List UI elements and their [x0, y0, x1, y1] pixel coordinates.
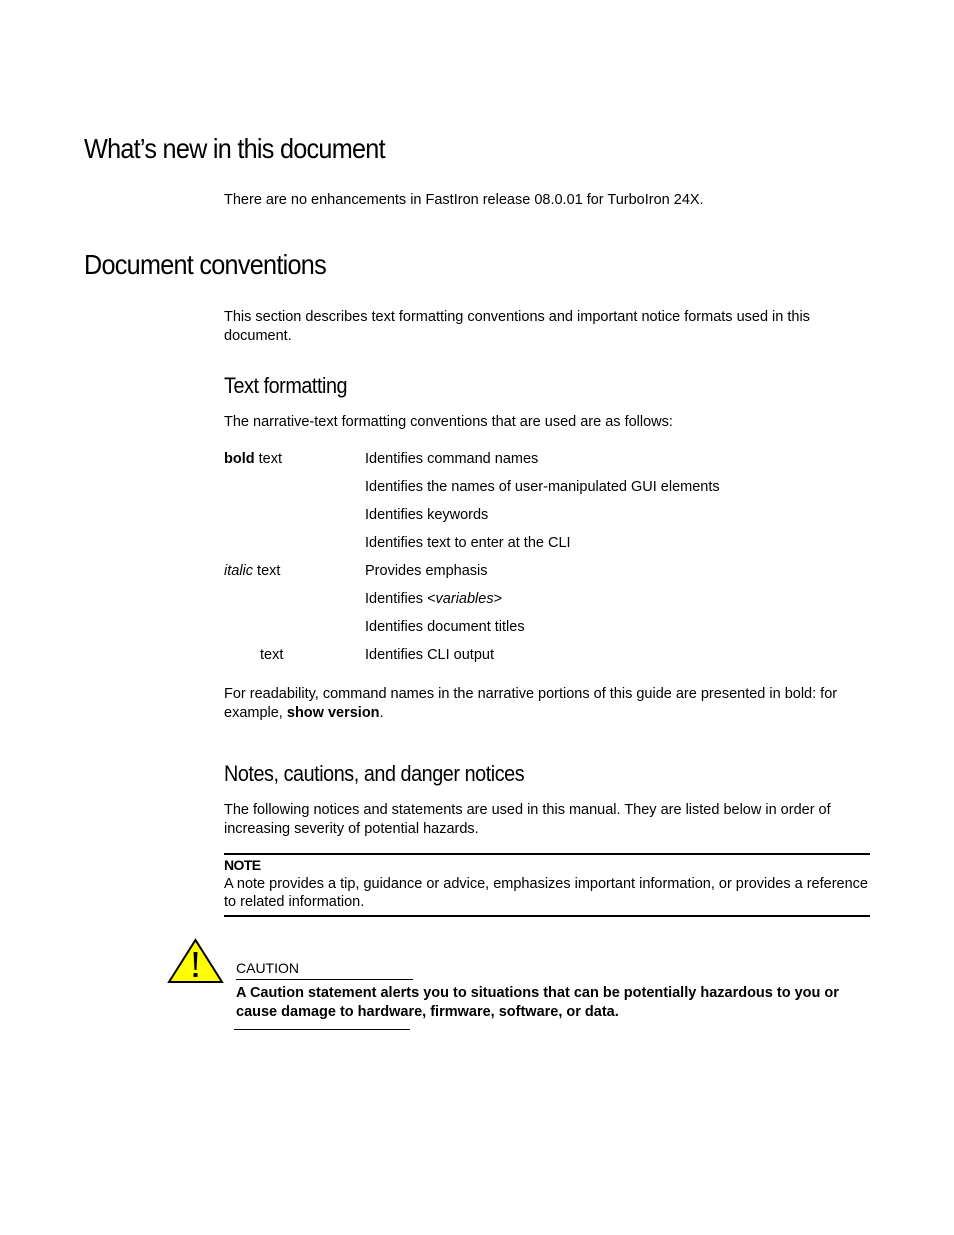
note-bottom-rule [224, 915, 870, 917]
heading-notices: Notes, cautions, and danger notices [224, 761, 525, 786]
variables-suffix: > [493, 591, 503, 607]
term-bold: bold [224, 451, 255, 467]
convention-row: Identifies keywords [365, 507, 489, 523]
conventions-body: This section describes text formatting conventions and important notice formats used in this document. [224, 309, 810, 344]
heading-document-conventions: Document conventions [84, 249, 326, 280]
heading-whats-new: What’s new in this document [84, 133, 385, 164]
term-bold-suffix: text [254, 451, 283, 467]
term-italic: italic [224, 563, 254, 579]
convention-row: Identifies the names of user-manipulated GUI elements [365, 479, 720, 495]
convention-row-variables [365, 590, 502, 609]
term-bold-text [224, 450, 282, 469]
caution-body: A Caution statement alerts you to situations that can be potentially hazardous to you or cause damage to hardware, firmware, software, or data. [236, 985, 839, 1020]
text-formatting-intro: The narrative-text formatting conventions that are used are as follows: [224, 414, 673, 430]
readability-bold: show version [286, 705, 380, 721]
readability-end: . [379, 705, 384, 721]
convention-row: Identifies document titles [365, 619, 525, 635]
heading-text-formatting: Text formatting [224, 373, 348, 398]
note-label: NOTE [224, 857, 261, 873]
term-italic-suffix: text [253, 563, 281, 579]
term-mono-text: text [260, 647, 284, 663]
term-italic-text [224, 562, 280, 581]
convention-row: Identifies text to enter at the CLI [365, 535, 571, 551]
caution-top-rule [236, 979, 413, 980]
note-top-rule [224, 853, 870, 855]
whats-new-body: There are no enhancements in FastIron release 08.0.01 for TurboIron 24X. [224, 192, 704, 208]
caution-bottom-rule [234, 1029, 410, 1030]
variables-prefix: Identifies < [365, 591, 436, 607]
caution-label: CAUTION [236, 960, 299, 976]
note-body: A note provides a tip, guidance or advice, emphasizes important information, or provides a reference to related information. [224, 876, 868, 910]
readability-paragraph [224, 685, 870, 723]
readability-text: For readability, command names in the narrative portions of this guide are presented in bold: for example, [224, 686, 838, 721]
convention-row: Identifies command names [365, 451, 539, 467]
convention-row: Provides emphasis [365, 563, 488, 579]
warning-triangle-icon [167, 938, 224, 984]
convention-row: Identifies CLI output [365, 647, 494, 663]
variables-word: variables [435, 591, 494, 607]
notices-intro: The following notices and statements are used in this manual. They are listed below in order of increasing severity of potential hazards. [224, 802, 831, 837]
